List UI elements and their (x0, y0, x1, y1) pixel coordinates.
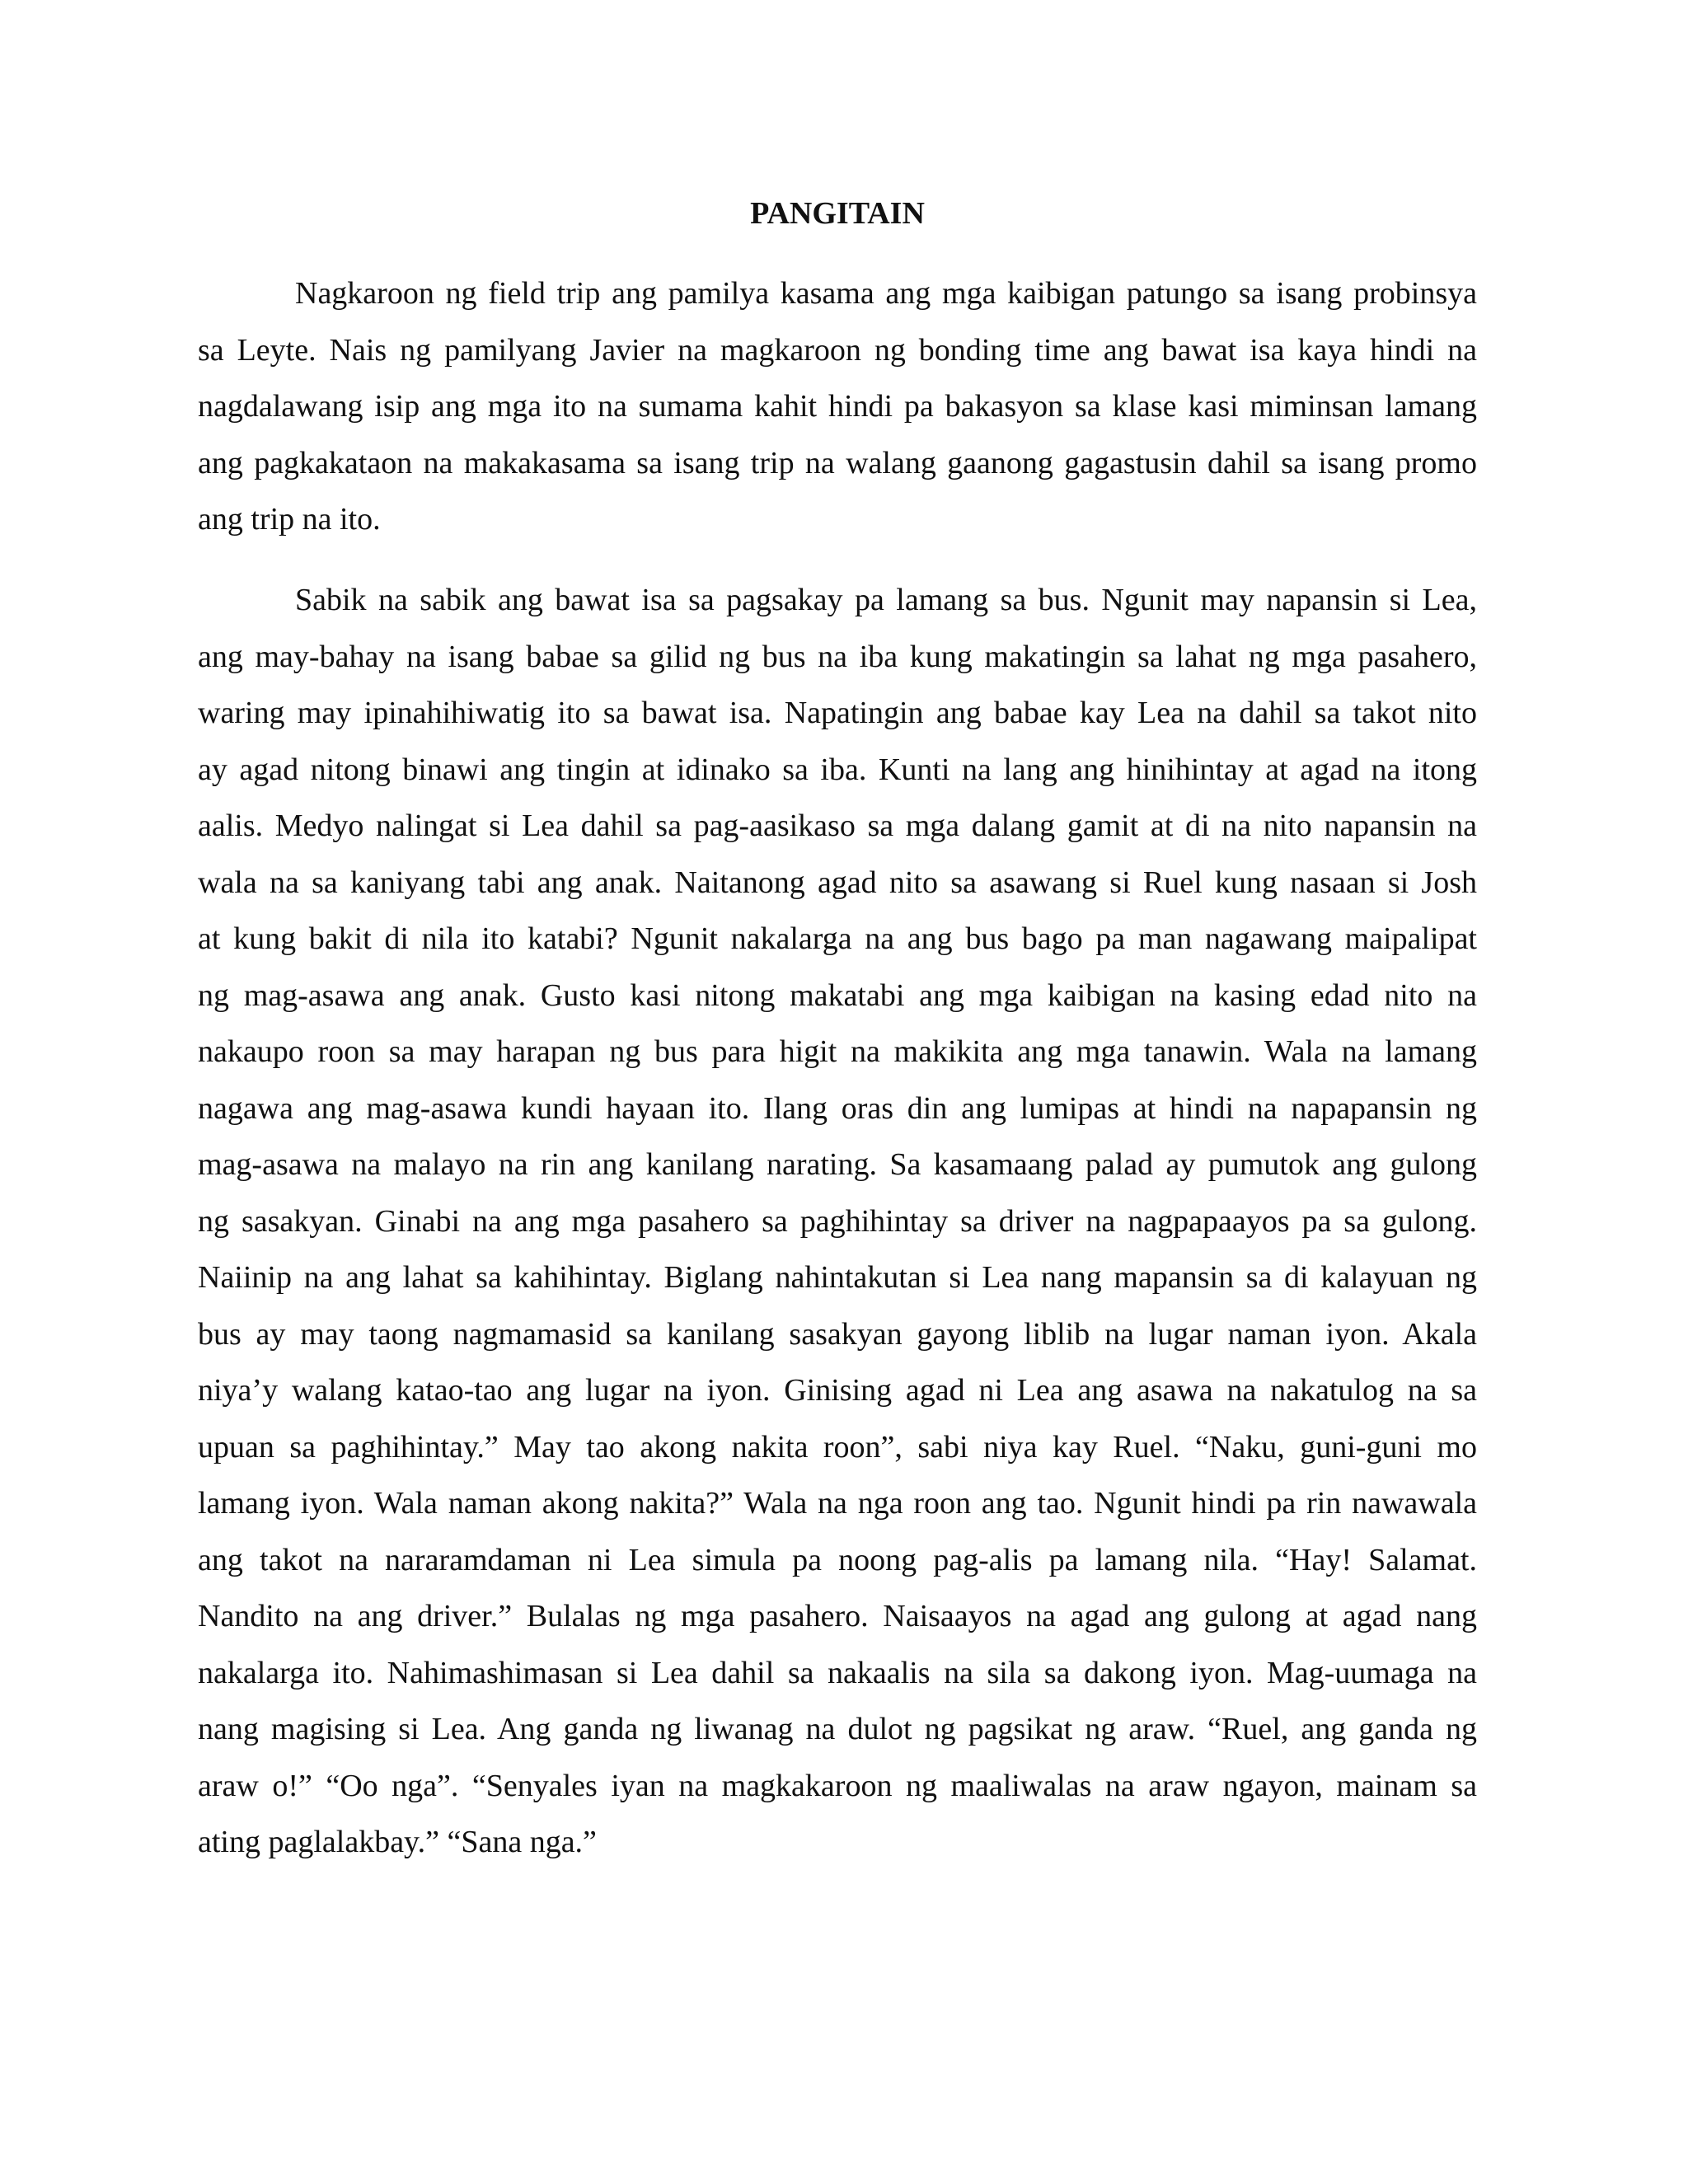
paragraph-line: Nagkaroon ng field trip ang pamilya kasama ang mga kaibigan patungo sa isang probinsya (295, 276, 1477, 311)
paragraph-line: at kung bakit di nila ito katabi? Ngunit nakalarga na ang bus bago pa man nagawang maipalipat (198, 921, 1477, 956)
paragraph-1 (198, 265, 1477, 548)
paragraph-line: sa Leyte. Nais ng pamilyang Javier na magkaroon ng bonding time ang bawat isa kaya hindi na (198, 332, 1477, 368)
paragraph-line: bus ay may taong nagmamasid sa kanilang sasakyan gayong liblib na lugar naman iyon. Akala (198, 1316, 1477, 1352)
paragraph-line: nakalarga ito. Nahimashimasan si Lea dahil sa nakaalis na sila sa dakong iyon. Mag-uumaga na (198, 1655, 1477, 1690)
paragraph-line: Naiinip na ang lahat sa kahihintay. Biglang nahintakutan si Lea nang mapansin sa di kalayuan ng (198, 1260, 1477, 1295)
paragraph-line: araw o!” “Oo nga”. “Senyales iyan na magkakaroon ng maaliwalas na araw ngayon, mainam sa (198, 1768, 1477, 1803)
paragraph-line: lamang iyon. Wala naman akong nakita?” Wala na nga roon ang tao. Ngunit hindi pa rin nawawala (198, 1486, 1477, 1521)
paragraph-line: nakaupo roon sa may harapan ng bus para higit na makikita ang mga tanawin. Wala na lamang (198, 1034, 1477, 1069)
paragraph-line: ng sasakyan. Ginabi na ang mga pasahero sa paghihintay sa driver na nagpapaayos pa sa gulong. (198, 1203, 1477, 1239)
paragraph-line: ang takot na nararamdaman ni Lea simula pa noong pag-alis pa lamang nila. “Hay! Salamat. (198, 1542, 1477, 1577)
paragraph-line: mag-asawa na malayo na rin ang kanilang narating. Sa kasamaang palad ay pumutok ang gulong (198, 1147, 1477, 1182)
paragraph-line: aalis. Medyo nalingat si Lea dahil sa pag-aasikaso sa mga dalang gamit at di na nito napansin na (198, 808, 1477, 843)
paragraph-line: ay agad nitong binawi ang tingin at idinako sa iba. Kunti na lang ang hinihintay at agad na itong (198, 752, 1477, 787)
paragraph-line: waring may ipinahihiwatig ito sa bawat isa. Napatingin ang babae kay Lea na dahil sa takot nito (198, 696, 1477, 730)
paragraph-line: Sabik na sabik ang bawat isa sa pagsakay pa lamang sa bus. Ngunit may napansin si Lea, (295, 583, 1477, 617)
paragraph-line: nagdalawang isip ang mga ito na sumama kahit hindi pa bakasyon sa klase kasi miminsan lamang (198, 389, 1477, 424)
paragraph-2 (198, 572, 1477, 1871)
paragraph-line: ng mag-asawa ang anak. Gusto kasi nitong makatabi ang mga kaibigan na kasing edad nito na (198, 977, 1477, 1013)
paragraph-line: nang magising si Lea. Ang ganda ng liwanag na dulot ng pagsikat ng araw. “Ruel, ang ganda ng (198, 1712, 1477, 1746)
paragraph-line: ang trip na ito. (198, 502, 381, 537)
paragraph-line: ang may-bahay na isang babae sa gilid ng bus na iba kung makatingin sa lahat ng mga pasahero, (198, 639, 1477, 674)
paragraph-line: upuan sa paghihintay.” May tao akong nakita roon”, sabi niya kay Ruel. “Naku, guni-guni mo (198, 1429, 1477, 1465)
paragraph-line: ang pagkakataon na makakasama sa isang trip na walang gaanong gagastusin dahil sa isang promo (198, 445, 1477, 480)
paragraph-line: wala na sa kaniyang tabi ang anak. Naitanong agad nito sa asawang si Ruel kung nasaan si Josh (198, 865, 1477, 900)
paragraph-line: nagawa ang mag-asawa kundi hayaan ito. Ilang oras din ang lumipas at hindi na napapansin ng (198, 1090, 1477, 1126)
paragraph-line: Nandito na ang driver.” Bulalas ng mga pasahero. Naisaayos na agad ang gulong at agad nang (198, 1599, 1477, 1633)
paragraph-line: niya’y walang katao-tao ang lugar na iyon. Ginising agad ni Lea ang asawa na nakatulog na sa (198, 1373, 1477, 1408)
document-title: PANGITAIN (750, 196, 925, 231)
paragraph-line: ating paglalakbay.” “Sana nga.” (198, 1825, 597, 1859)
